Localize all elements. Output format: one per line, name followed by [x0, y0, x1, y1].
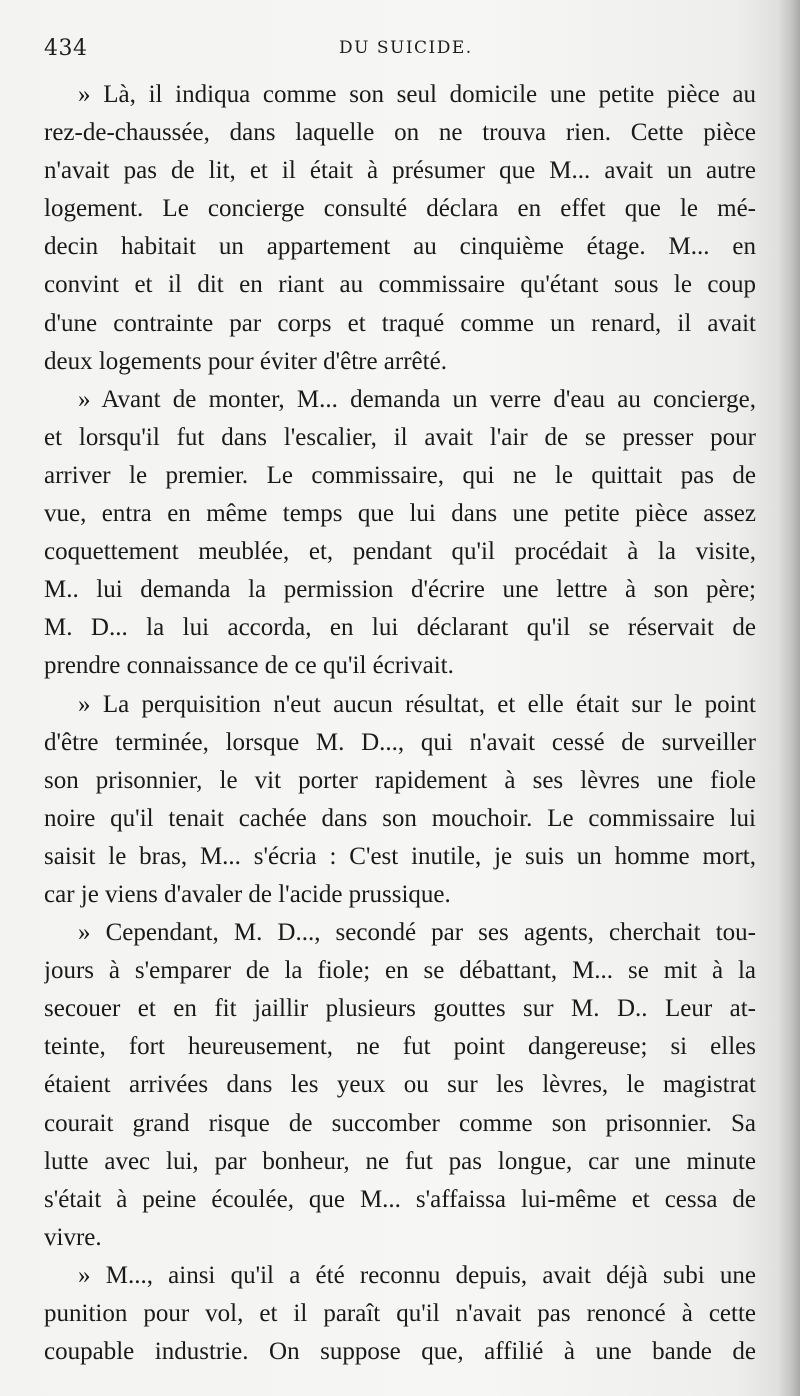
text-line: vivre. [44, 1223, 102, 1251]
text-line: » Là, il indiqua comme son seul domicile une petite pièce au [78, 81, 756, 108]
text-line: decin habitait un appartement au cinquième étage. M... en [44, 233, 756, 261]
text-line: rez-de-chaussée, dans laquelle on ne trouva rien. Cette pièce [44, 119, 756, 147]
page-edge-shadow [778, 0, 800, 1396]
text-line: » Avant de monter, M... demanda un verre d'eau au concierge, [78, 385, 756, 413]
text-line: prendre connaissance de ce qu'il écrivait. [44, 652, 454, 680]
page-number: 434 [44, 36, 88, 61]
text-line: deux logements pour éviter d'être arrêté. [44, 347, 447, 375]
text-line: coquettement meublée, et, pendant qu'il procédait à la visite, [44, 538, 756, 566]
text-line: lutte avec lui, par bonheur, ne fut pas longue, car une minute [44, 1147, 756, 1175]
running-head: DU SUICIDE. [339, 38, 473, 58]
text-line: M.. lui demanda la permission d'écrire une lettre à son père; [44, 576, 756, 604]
text-line: » Cependant, M. D..., secondé par ses agents, cherchait tou- [78, 919, 756, 947]
text-line: arriver le premier. Le commissaire, qui ne le quittait pas de [44, 461, 756, 489]
text-line: noire qu'il tenait cachée dans son mouchoir. Le commissaire lui [44, 804, 756, 832]
body-text [44, 76, 756, 1371]
text-line: punition pour vol, et il paraît qu'il n'avait pas renoncé à cette [44, 1300, 756, 1327]
text-line: étaient arrivées dans les yeux ou sur les lèvres, le magistrat [44, 1071, 756, 1099]
text-line: son prisonnier, le vit porter rapidement à ses lèvres une fiole [44, 766, 756, 794]
text-line: saisit le bras, M... s'écria : C'est inutile, je suis un homme mort, [44, 842, 756, 870]
text-line: logement. Le concierge consulté déclara en effet que le mé- [44, 195, 756, 223]
text-line: secouer et en fit jaillir plusieurs gouttes sur M. D.. Leur at- [44, 995, 756, 1023]
text-line: » M..., ainsi qu'il a été reconnu depuis, avait déjà subi une [78, 1261, 756, 1289]
page-header [44, 32, 756, 66]
text-line: d'être terminée, lorsque M. D..., qui n'avait cessé de surveiller [44, 728, 756, 756]
text-line: jours à s'emparer de la fiole; en se débattant, M... se mit à la [44, 957, 756, 985]
text-line: M. D... la lui accorda, en lui déclarant qu'il se réservait de [44, 614, 756, 642]
text-line: courait grand risque de succomber comme son prisonnier. Sa [44, 1109, 756, 1137]
text-line: vue, entra en même temps que lui dans une petite pièce assez [44, 500, 756, 528]
text-line: et lorsqu'il fut dans l'escalier, il avait l'air de se presser pour [44, 423, 756, 451]
text-line: » La perquisition n'eut aucun résultat, et elle était sur le point [78, 690, 756, 718]
text-line: d'une contrainte par corps et traqué comme un renard, il avait [44, 309, 756, 337]
text-line: car je viens d'avaler de l'acide prussique. [44, 880, 451, 908]
text-line: n'avait pas de lit, et il était à présumer que M... avait un autre [44, 157, 756, 185]
text-line: coupable industrie. On suppose que, affilié à une bande de [44, 1338, 756, 1366]
text-line: s'était à peine écoulée, que M... s'affaissa lui-même et cessa de [44, 1185, 756, 1213]
text-line: teinte, fort heureusement, ne fut point dangereuse; si elles [44, 1033, 756, 1061]
text-line: convint et il dit en riant au commissaire qu'étant sous le coup [44, 271, 756, 299]
